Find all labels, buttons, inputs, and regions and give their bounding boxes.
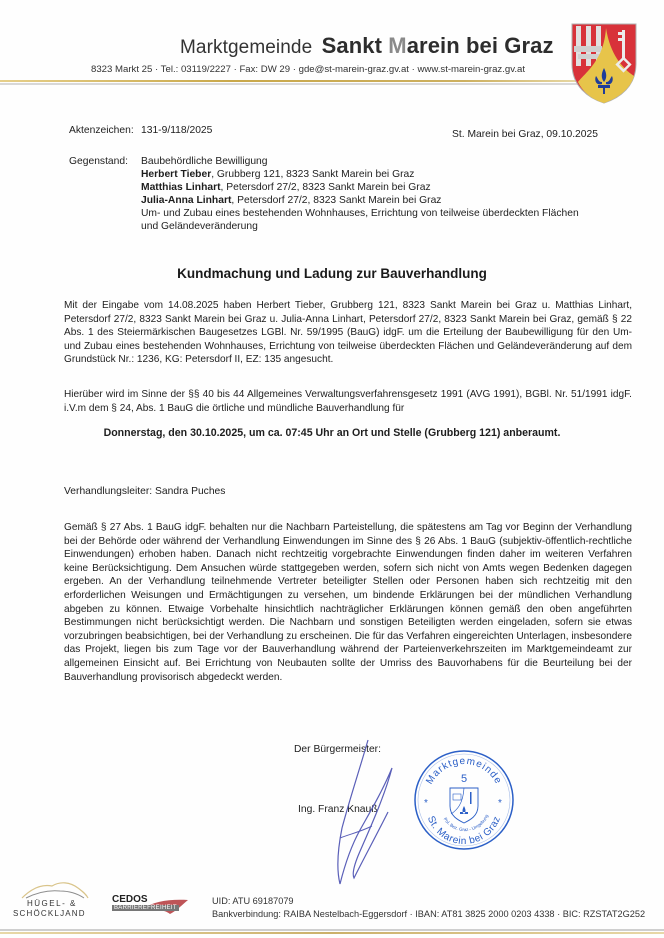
- svg-text:Pol. Bez. Graz - Umgebung: Pol. Bez. Graz - Umgebung: [442, 813, 490, 833]
- applicant-name: Matthias Linhart: [141, 182, 221, 193]
- svg-text:*: *: [424, 798, 428, 809]
- hills-icon: [20, 878, 90, 900]
- logo2-line2: BARRIEREFREIHEIT: [114, 905, 177, 911]
- paragraph-legal-notice: Gemäß § 27 Abs. 1 BauG idgF. behalten nur die Nachbarn Parteistellung, die spätestens am Tag vor Beginn der Verhandlung bei der Behörde oder während der Verhandlung Einwendungen im Sinne des § 26 Abs. 1 BauG (subjektiv-öffentlich-rechtliche Einwendungen) erhoben haben. Danach nicht rechtzeitig vorgebrachte Einwendungen finden daher im weiteren Verfahren keine Berücksichtigung. Dem Ansuchen würde stattgegeben werden, sofern sich nicht von Amts wegen Bedenken dagegen ergeben. An der Verhandlung teilnehmende Vertreter beteiligter Stellen oder Personen haben sich rechtzeitig mit den erforderlichen Weisungen und Ermächtigungen zu versehen, um bindende Erklärungen bei der mündlichen Verhandlung abgeben zu können. Etwaige Vorbehalte hinsichtlich nachträglicher Erklärungen können gemäß den oben angeführten Bestimmungen nicht berücksichtigt werden. Die Nachbarn und sonstigen Beteiligten werden eingeladen, sofern sie etwas vorzubringen beabsichtigen, bei der Verhandlung zu erscheinen. Die für das Verfahren eingereichten Unterlagen, insbesondere das Projekt, liegen bis zum Tage vor der Bauverhandlung während der Parteienverkehrszeiten im Marktgemeindeamt zur allgemeinen Einsicht auf. Bei Errichtung von Neubauten sollte der Umriss des Bauvorhabens für die Beurteilung bei der Bauverhandlung provisorisch abgedeckt werden.: [64, 522, 632, 683]
- applicant-name: Julia-Anna Linhart: [141, 195, 232, 206]
- coat-of-arms-icon: [568, 20, 640, 105]
- subject-line-4: [141, 194, 441, 207]
- hearing-leader: Verhandlungsleiter: Sandra Puches: [64, 486, 226, 497]
- signatory-name: Ing. Franz Knauß: [298, 804, 378, 815]
- footer-uid: UID: ATU 69187079: [212, 896, 294, 906]
- subject-line-text: Um- und Zubau eines bestehenden Wohnhauses, Errichtung von teilweise überdeckten Flächen: [141, 208, 579, 219]
- municipality-part1: Sankt: [321, 33, 389, 58]
- municipality-part2: arein bei Graz: [406, 33, 554, 58]
- paragraph-legal-basis: Hierüber wird im Sinne der §§ 40 bis 44 Allgemeines Verwaltungsverfahrensgesetz 1991 (AVG 1991), BGBl. Nr. 51/1991 idgF. i.V.m dem § 24, Abs. 1 BauG die örtliche und mündliche Bauverhandlung für: [64, 389, 632, 414]
- file-number-value: 131-9/118/2025: [141, 125, 213, 136]
- cedos-logo: [110, 894, 190, 918]
- applicant-name: Herbert Tieber: [141, 169, 212, 180]
- signature-role: Der Bürgermeister:: [294, 744, 381, 755]
- municipality-letter-m: M: [388, 33, 407, 58]
- subject-line-6: [141, 220, 258, 233]
- letterhead-title: [180, 33, 554, 59]
- letterhead-address: 8323 Markt 25 · Tel.: 03119/2227 · Fax: DW 29 · gde@st-marein-graz.gv.at · www.st-marein-graz.gv.at: [91, 64, 525, 75]
- subject-label: Gegenstand:: [69, 156, 128, 167]
- appointment-line: Donnerstag, den 30.10.2025, um ca. 07:45 Uhr an Ort und Stelle (Grubberg 121) anberaumt.: [103, 427, 561, 439]
- subject-line-text: Baubehördliche Bewilligung: [141, 156, 268, 167]
- applicant-address: , Grubberg 121, 8323 Sankt Marein bei Graz: [211, 169, 415, 180]
- letterhead-prefix: Marktgemeinde: [180, 37, 313, 58]
- huegel-schoecklland-logo: [10, 878, 94, 922]
- svg-text:St. Marein bei Graz: St. Marein bei Graz: [424, 814, 504, 848]
- place-date: St. Marein bei Graz, 09.10.2025: [452, 129, 598, 140]
- svg-text:*: *: [498, 798, 502, 809]
- letterhead-municipality: [322, 33, 554, 58]
- applicant-address: , Petersdorf 27/2, 8323 Sankt Marein bei Graz: [231, 195, 442, 206]
- footer-gray-divider: [0, 929, 664, 931]
- handwritten-signature: [330, 738, 410, 888]
- paragraph-application: Mit der Eingabe vom 14.08.2025 haben Herbert Tieber, Grubberg 121, 8323 Sankt Marein bei Graz u. Matthias Linhart, Petersdorf 27/2, 8323 Sankt Marein bei Graz u. Julia-Anna Linhart, Petersdorf 27/2, 8323 Sankt Marein bei Graz, gemäß § 22 Abs. 1 des Steiermärkischen Baugesetzes LGBl. Nr. 59/1995 (BauG) idgF. um die Erteilung der Baubewilligung für den Um- und Zubau eines bestehenden Wohnhauses, Errichtung von teilweise überdeckten Flächen und Geländeveränderung auf dem Grundstück Nr.: 1236, KG: Petersdorf II, EZ: 135 angesucht.: [64, 300, 632, 366]
- applicant-address: , Petersdorf 27/2, 8323 Sankt Marein bei Graz: [220, 182, 431, 193]
- svg-text:5: 5: [460, 773, 468, 785]
- footer-gold-divider: [0, 932, 664, 934]
- logo1-line1: HÜGEL- &: [27, 899, 77, 908]
- official-stamp: [412, 748, 516, 852]
- logo2-line1: CEDOS: [112, 894, 148, 905]
- logo1-line2: SCHÖCKLJAND: [13, 909, 86, 918]
- header-gray-divider: [0, 83, 580, 85]
- subject-line-text: und Geländeveränderung: [141, 221, 258, 232]
- subject-line-5: [141, 207, 579, 220]
- subject-line-2: [141, 168, 414, 181]
- svg-text:Marktgemeinde: Marktgemeinde: [424, 755, 504, 787]
- subject-line-1: [141, 155, 268, 168]
- footer-bank-details: Bankverbindung: RAIBA Nestelbach-Eggersdorf · IBAN: AT81 3825 2000 0203 4338 · BIC: RZSTAT2G252: [212, 909, 646, 919]
- subject-line-3: [141, 181, 431, 194]
- header-gold-divider: [0, 80, 580, 82]
- file-number-label: Aktenzeichen:: [69, 125, 134, 136]
- document-title: Kundmachung und Ladung zur Bauverhandlung: [177, 266, 487, 281]
